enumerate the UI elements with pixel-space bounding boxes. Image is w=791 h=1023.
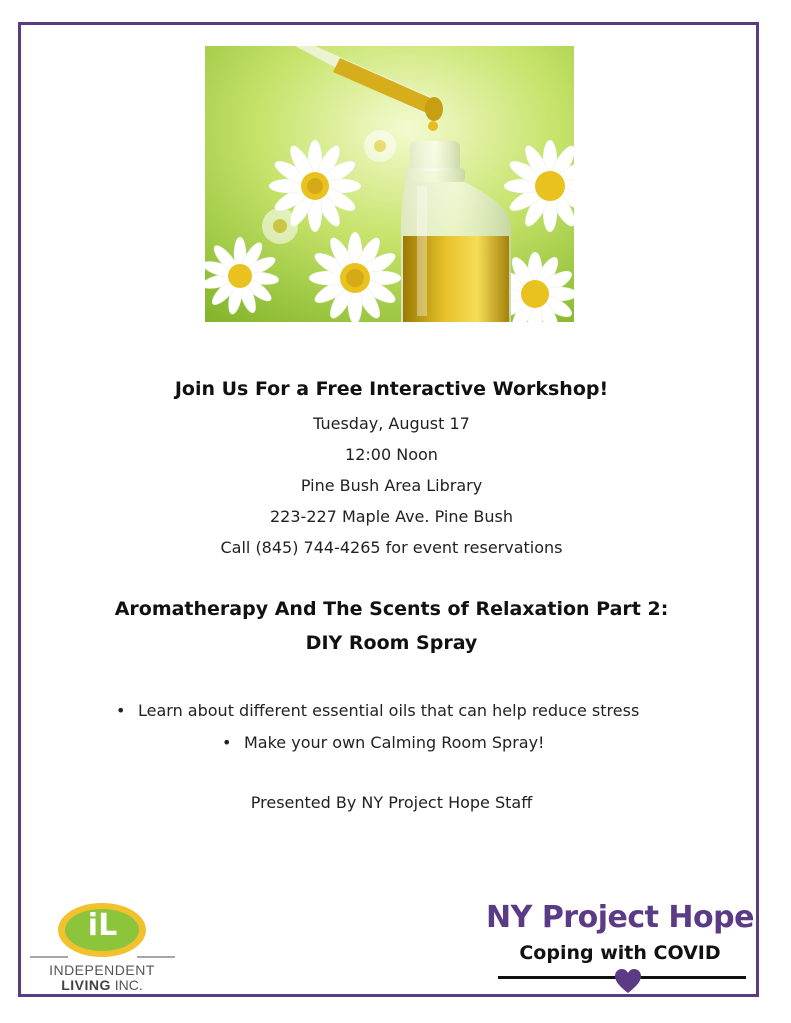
independent-living-logo (30, 902, 175, 994)
presenter-line: Presented By NY Project Hope Staff (250, 793, 533, 812)
event-address: 223-227 Maple Ave. Pine Bush (270, 507, 513, 526)
il-mark: iL (87, 908, 118, 943)
list-item: • Make your own Calming Room Spray! (222, 733, 545, 752)
event-venue: Pine Bush Area Library (300, 476, 483, 495)
ny-project-hope-logo (486, 900, 754, 996)
workshop-title-line1: Aromatherapy And The Scents of Relaxation Part 2: (114, 598, 669, 620)
heart-icon (614, 968, 642, 994)
il-name-line2: LIVING INC. (61, 977, 143, 993)
bullet-icon: • (116, 701, 126, 720)
workshop-title-line2: DIY Room Spray (305, 632, 478, 654)
event-heading: Join Us For a Free Interactive Workshop! (174, 378, 609, 400)
hero-image (205, 46, 574, 322)
event-reservations: Call (845) 744-4265 for event reservations (220, 538, 563, 557)
list-item: • Learn about different essential oils that can help reduce stress (116, 701, 640, 720)
il-name-line1: INDEPENDENT (49, 962, 155, 978)
hope-logo-subtitle: Coping with COVID (519, 942, 721, 964)
hope-logo-title: NY Project Hope (486, 900, 754, 935)
bullet-icon: • (222, 733, 232, 752)
event-date: Tuesday, August 17 (313, 414, 470, 433)
event-time: 12:00 Noon (345, 445, 438, 464)
